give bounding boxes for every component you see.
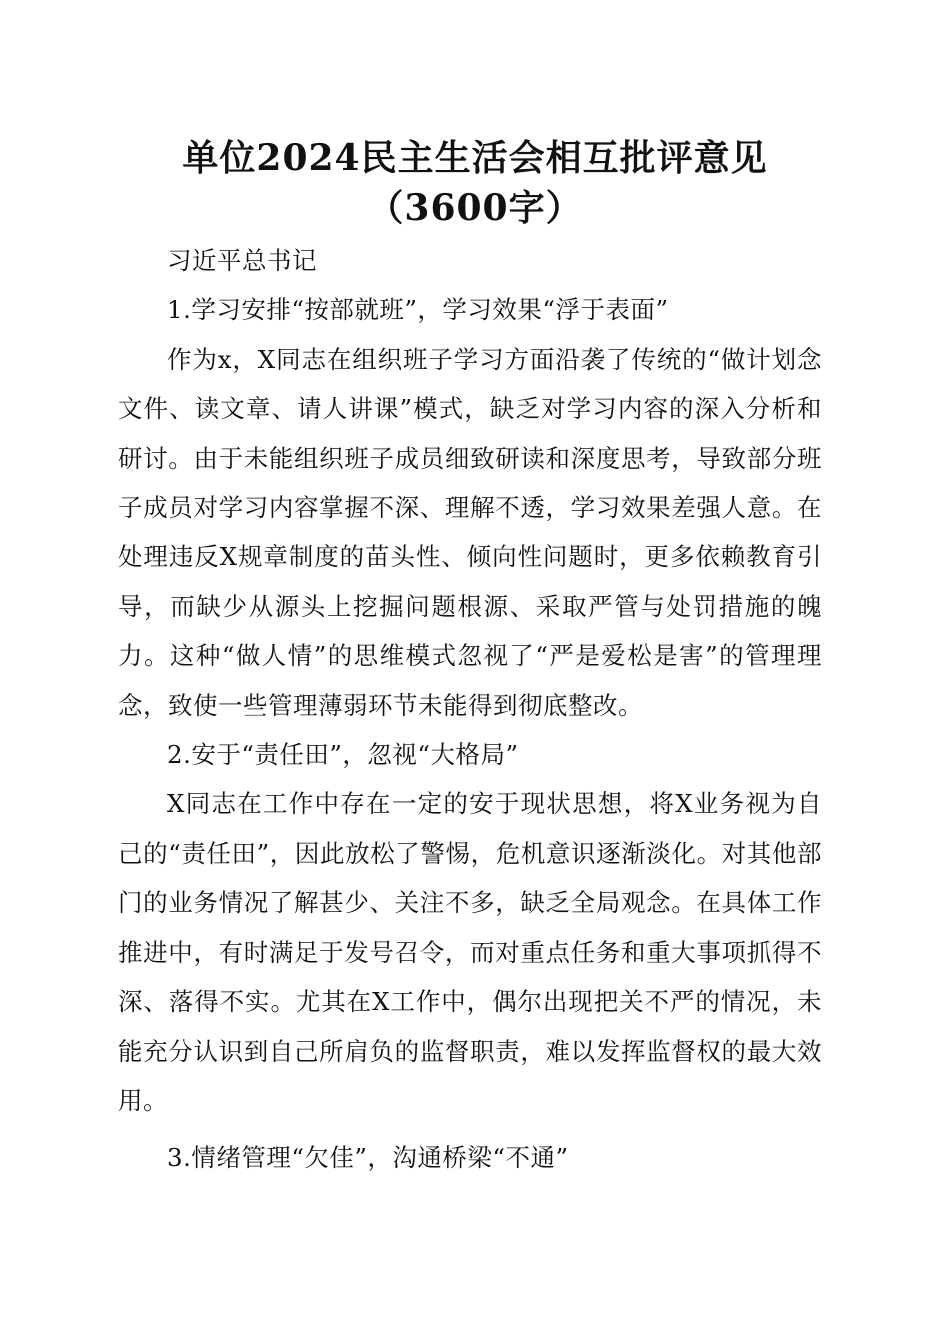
- section-paragraph-2: X同志在工作中存在一定的安于现状思想，将X业务视为自己的“责任田”，因此放松了警惕，危机意识逐渐淡化。对其他部门的业务情况了解甚少、关注不多，缺乏全局观念。在具体工作推进中，有时满足于发号召令，而对重点任务和重大事项抓得不深、落得不实。尤其在X工作中，偶尔出现把关不严的情况，未能充分认识到自己所肩负的监督职责，难以发挥监督权的最大效用。: [118, 789, 822, 1115]
- section-heading-1: 1.学习安排“按部就班”，学习效果“浮于表面”: [167, 295, 669, 325]
- section-paragraph-1: 作为x，X同志在组织班子学习方面沿袭了传统的“做计划念文件、读文章、请人讲课”模式，缺乏对学习内容的深入分析和研讨。由于未能组织班子成员细致研读和深度思考，导致部分班子成员对学习内容掌握不深、理解不透，学习效果差强人意。在处理违反X规章制度的苗头性、倾向性问题时，更多依赖教育引导，而缺少从源头上挖掘问题根源、采取严管与处罚措施的魄力。这种“做人情”的思维模式忽视了“严是爱松是害”的管理理念，致使一些管理薄弱环节未能得到彻底整改。: [118, 344, 822, 720]
- document-body: [118, 236, 822, 1183]
- section-heading-2: 2.安于“责任田”，忽视“大格局”: [167, 740, 519, 770]
- addressee-line: 习近平总书记: [167, 246, 317, 275]
- section-heading-3: 3.情绪管理“欠佳”，沟通桥梁“不通”: [167, 1143, 569, 1173]
- paragraph-gap: [118, 1125, 822, 1133]
- document-title: 单位2024民主生活会相互批评意见（3600字）: [182, 137, 768, 229]
